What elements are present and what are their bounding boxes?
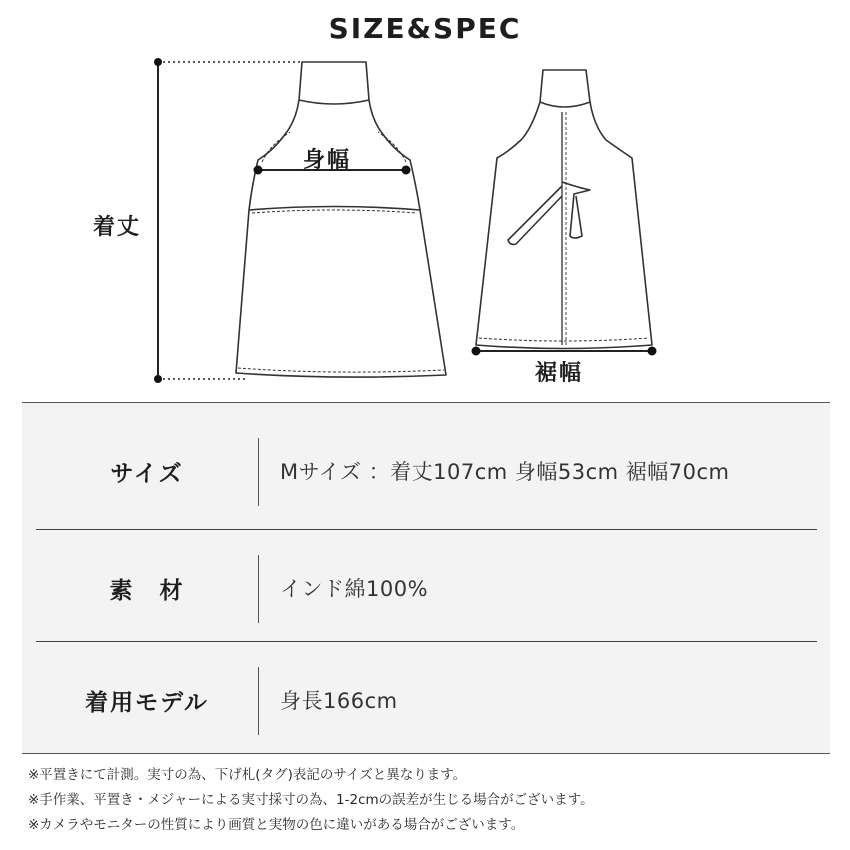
page-title: SIZE&SPEC — [328, 12, 522, 45]
spec-row-material — [36, 529, 817, 646]
row-divider — [258, 438, 259, 506]
hem-label: 裾幅 — [535, 361, 584, 386]
front-garment — [236, 62, 446, 377]
note-item: ※カメラやモニターの性質により画質と実物の色に違いがある場合がございます。 — [28, 817, 525, 833]
chest-label: 身幅 — [303, 148, 352, 173]
row-divider — [258, 667, 259, 735]
spec-label: サイズ — [110, 460, 184, 487]
notes — [28, 763, 828, 838]
garment-diagram — [0, 0, 850, 400]
spec-value: Mサイズ ：着丈107cm 身幅53cm 裾幅70cm — [280, 460, 730, 484]
spec-label: 着用モデル — [85, 689, 209, 716]
spec-row-model — [36, 641, 817, 758]
note-item: ※平置きにて計測。実寸の為、下げ札(タグ)表記のサイズと異なります。 — [28, 767, 467, 783]
spec-value: 身長166cm — [280, 689, 398, 713]
spec-label: 素 材 — [109, 577, 185, 604]
spec-value: インド綿100% — [280, 577, 429, 601]
spec-row-size — [36, 413, 817, 529]
row-divider — [258, 555, 259, 623]
note-item: ※手作業、平置き・メジャーによる実寸採寸の為、1-2cmの誤差が生じる場合がございます。 — [28, 792, 594, 808]
back-garment — [476, 70, 652, 349]
length-label: 着丈 — [93, 215, 142, 240]
spec-table — [22, 402, 830, 754]
